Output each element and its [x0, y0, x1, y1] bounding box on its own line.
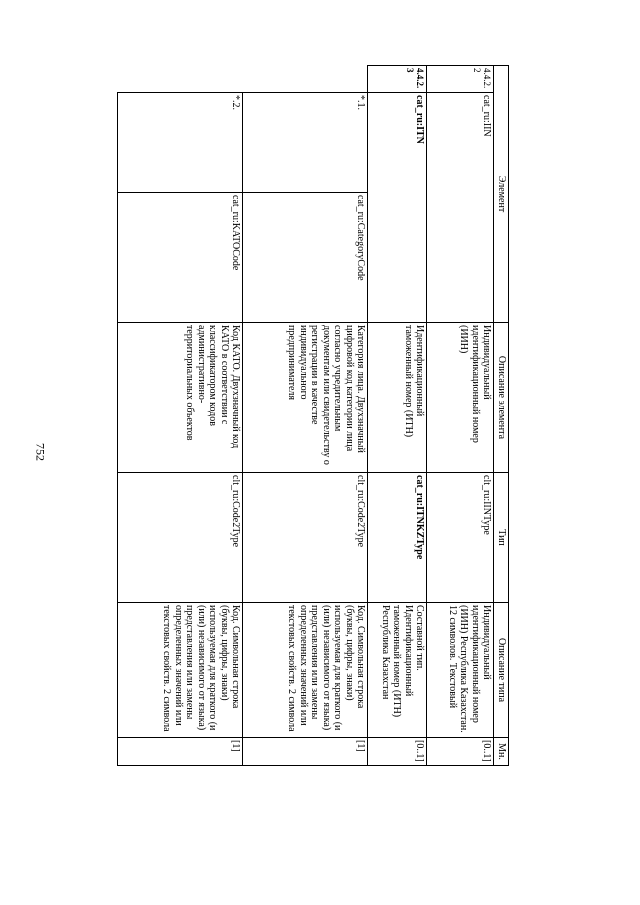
row-number: 4.4.2.2 — [427, 66, 494, 93]
row-element-name: cat_ru:ITN — [368, 93, 427, 323]
row-type: clt_ru:IINType — [427, 473, 494, 603]
row-type-description: Составной тип. Идентификационный таможенный номер (ИТН) Республика Казахстан — [368, 603, 427, 738]
header-element-description: Описание элемента — [494, 323, 509, 473]
subrow-element-description: Категория лица. Двухзначный цифровой код категории лица согласно учредительным документам или свидетельству о регистрации в качестве индивидуального предпринимателя — [243, 323, 368, 473]
subrow-element-name: cat_ru:CategoryCode — [243, 193, 368, 323]
row-element-description: Идентификационный таможенный номер (ИТН) — [368, 323, 427, 473]
subrow-type: clt_ru:Code2Type — [118, 473, 243, 603]
subrow-type: clt_ru:Code2Type — [243, 473, 368, 603]
indent-cell — [118, 66, 368, 93]
header-element: Элемент — [494, 66, 509, 323]
row-type-description: Индивидуальный идентификационный номер (ИИН) Республика Казахстан. 12 символов. Текстовый — [427, 603, 494, 738]
table-header-row — [494, 66, 509, 766]
subrow-type-description: Код. Символьная строка (буквы, цифры, знаки) используемая для краткого (и (или) независимого от языка) представления или замены определенных значений или текстовых свойств. 2 символа — [118, 603, 243, 738]
row-multiplicity: [0..1] — [427, 738, 494, 766]
subrow-multiplicity: [1] — [243, 738, 368, 766]
subrow-number: *.1. — [243, 93, 368, 193]
table-row — [427, 66, 494, 766]
subrow-element-name: cat_ru:KATOCode — [118, 193, 243, 323]
subrow-number: *.2. — [118, 93, 243, 193]
page-number: 752 — [33, 443, 48, 461]
header-type: Тип — [494, 473, 509, 603]
table-subrow — [118, 66, 243, 766]
subrow-element-description: Код КАТО. Двухзначный код КАТО в соответствии с классификатором кодов административно-территориальных объектов — [118, 323, 243, 473]
subrow-type-description: Код. Символьная строка (буквы, цифры, знаки) используемая для краткого (и (или) независимого от языка) представления или замены определенных значений или текстовых свойств. 2 символа — [243, 603, 368, 738]
header-type-description: Описание типа — [494, 603, 509, 738]
specification-table — [118, 65, 510, 766]
specification-table-container — [96, 65, 509, 762]
row-number: 4.4.2.3 — [368, 66, 427, 93]
header-multiplicity: Мн. — [494, 738, 509, 766]
row-element-description: Индивидуальный идентификационный номер (ИИН) — [427, 323, 494, 473]
row-element-name: cat_ru:IIN — [427, 93, 494, 323]
table-subrow — [243, 66, 368, 766]
row-multiplicity: [0..1] — [368, 738, 427, 766]
table-row — [368, 66, 427, 766]
row-type: cat_ru:ITNKZType — [368, 473, 427, 603]
subrow-multiplicity: [1] — [118, 738, 243, 766]
